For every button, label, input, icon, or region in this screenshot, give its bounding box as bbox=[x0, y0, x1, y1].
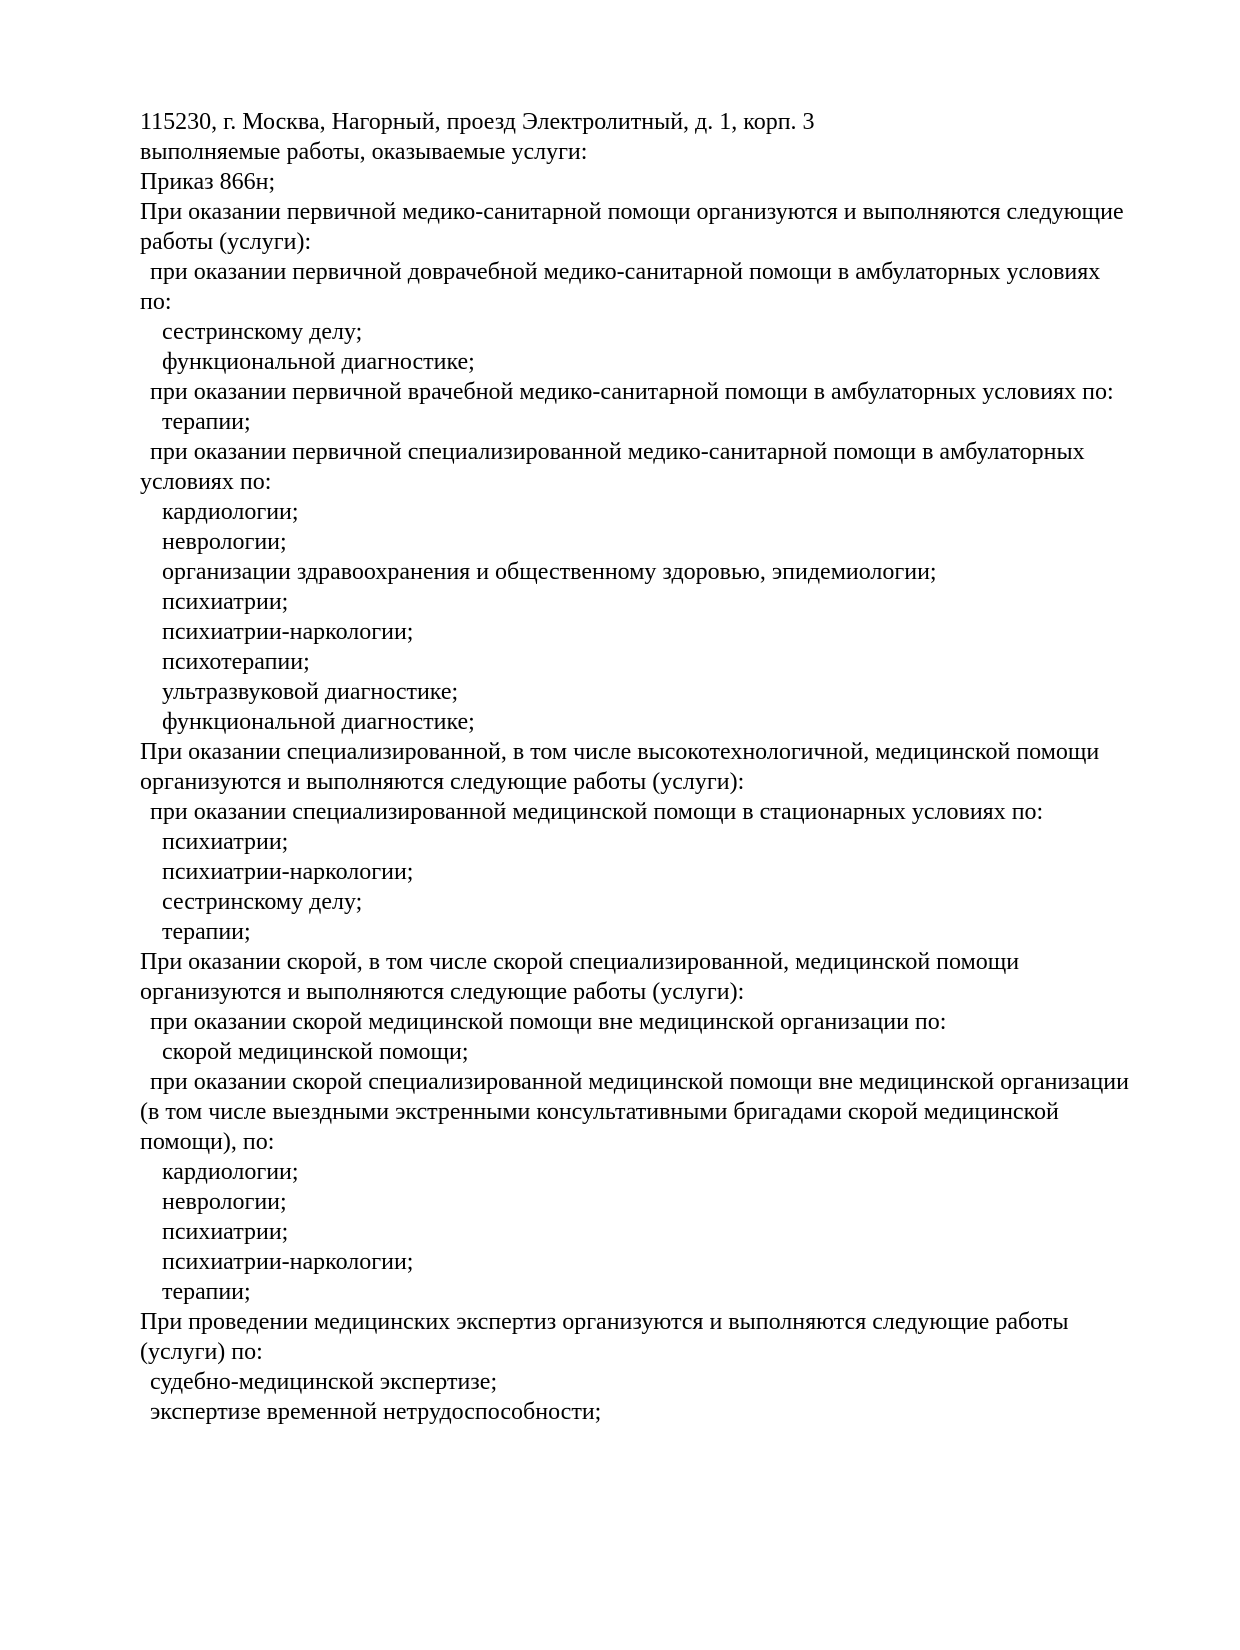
text-line: При оказании скорой, в том числе скорой специализированной, медицинской помощи bbox=[140, 949, 1020, 975]
text-line: при оказании скорой медицинской помощи вне медицинской организации по: bbox=[150, 1009, 947, 1035]
text-line: организуются и выполняются следующие работы (услуги): bbox=[140, 769, 745, 795]
text-line: (услуги) по: bbox=[140, 1339, 263, 1365]
text-line: психиатрии-наркологии; bbox=[162, 859, 414, 885]
text-line: функциональной диагностике; bbox=[162, 349, 475, 375]
text-line: сестринскому делу; bbox=[162, 319, 363, 345]
text-line: неврологии; bbox=[162, 529, 287, 555]
text-line: психиатрии; bbox=[162, 829, 289, 855]
text-line: при оказании первичной специализированной медико-санитарной помощи в амбулаторных bbox=[150, 439, 1085, 465]
text-line: психиатрии-наркологии; bbox=[162, 619, 414, 645]
text-line: ультразвуковой диагностике; bbox=[162, 679, 459, 705]
text-line: при оказании скорой специализированной медицинской помощи вне медицинской организации bbox=[150, 1069, 1129, 1095]
text-line: При проведении медицинских экспертиз организуются и выполняются следующие работы bbox=[140, 1309, 1069, 1335]
text-line: работы (услуги): bbox=[140, 229, 312, 255]
text-line: организации здравоохранения и общественному здоровью, эпидемиологии; bbox=[162, 559, 937, 585]
text-line: при оказании первичной врачебной медико-санитарной помощи в амбулаторных условиях по: bbox=[150, 379, 1114, 405]
text-line: При оказании первичной медико-санитарной помощи организуются и выполняются следующие bbox=[140, 199, 1124, 225]
text-line: терапии; bbox=[162, 409, 251, 435]
text-line: судебно-медицинской экспертизе; bbox=[150, 1369, 498, 1395]
license-works-text-block bbox=[140, 107, 1180, 1427]
text-line: психиатрии; bbox=[162, 1219, 289, 1245]
text-line: терапии; bbox=[162, 919, 251, 945]
text-line: Приказ 866н; bbox=[140, 169, 276, 195]
text-line: помощи), по: bbox=[140, 1129, 275, 1155]
text-line: при оказании первичной доврачебной медико-санитарной помощи в амбулаторных условиях bbox=[150, 259, 1101, 285]
text-line: психотерапии; bbox=[162, 649, 310, 675]
text-line: организуются и выполняются следующие работы (услуги): bbox=[140, 979, 745, 1005]
text-line: кардиологии; bbox=[162, 499, 299, 525]
text-line: условиях по: bbox=[140, 469, 272, 495]
text-line: сестринскому делу; bbox=[162, 889, 363, 915]
text-line: 115230, г. Москва, Нагорный, проезд Электролитный, д. 1, корп. 3 bbox=[140, 109, 815, 135]
text-line: терапии; bbox=[162, 1279, 251, 1305]
text-line: экспертизе временной нетрудоспособности; bbox=[150, 1399, 602, 1425]
text-line: неврологии; bbox=[162, 1189, 287, 1215]
text-line: выполняемые работы, оказываемые услуги: bbox=[140, 139, 588, 165]
text-line: скорой медицинской помощи; bbox=[162, 1039, 469, 1065]
text-line: кардиологии; bbox=[162, 1159, 299, 1185]
text-line: функциональной диагностике; bbox=[162, 709, 475, 735]
text-line: по: bbox=[140, 289, 172, 315]
text-line: (в том числе выездными экстренными консультативными бригадами скорой медицинской bbox=[140, 1099, 1059, 1125]
text-line: При оказании специализированной, в том числе высокотехнологичной, медицинской помощи bbox=[140, 739, 1100, 765]
text-line: психиатрии; bbox=[162, 589, 289, 615]
text-line: психиатрии-наркологии; bbox=[162, 1249, 414, 1275]
text-line: при оказании специализированной медицинской помощи в стационарных условиях по: bbox=[150, 799, 1044, 825]
